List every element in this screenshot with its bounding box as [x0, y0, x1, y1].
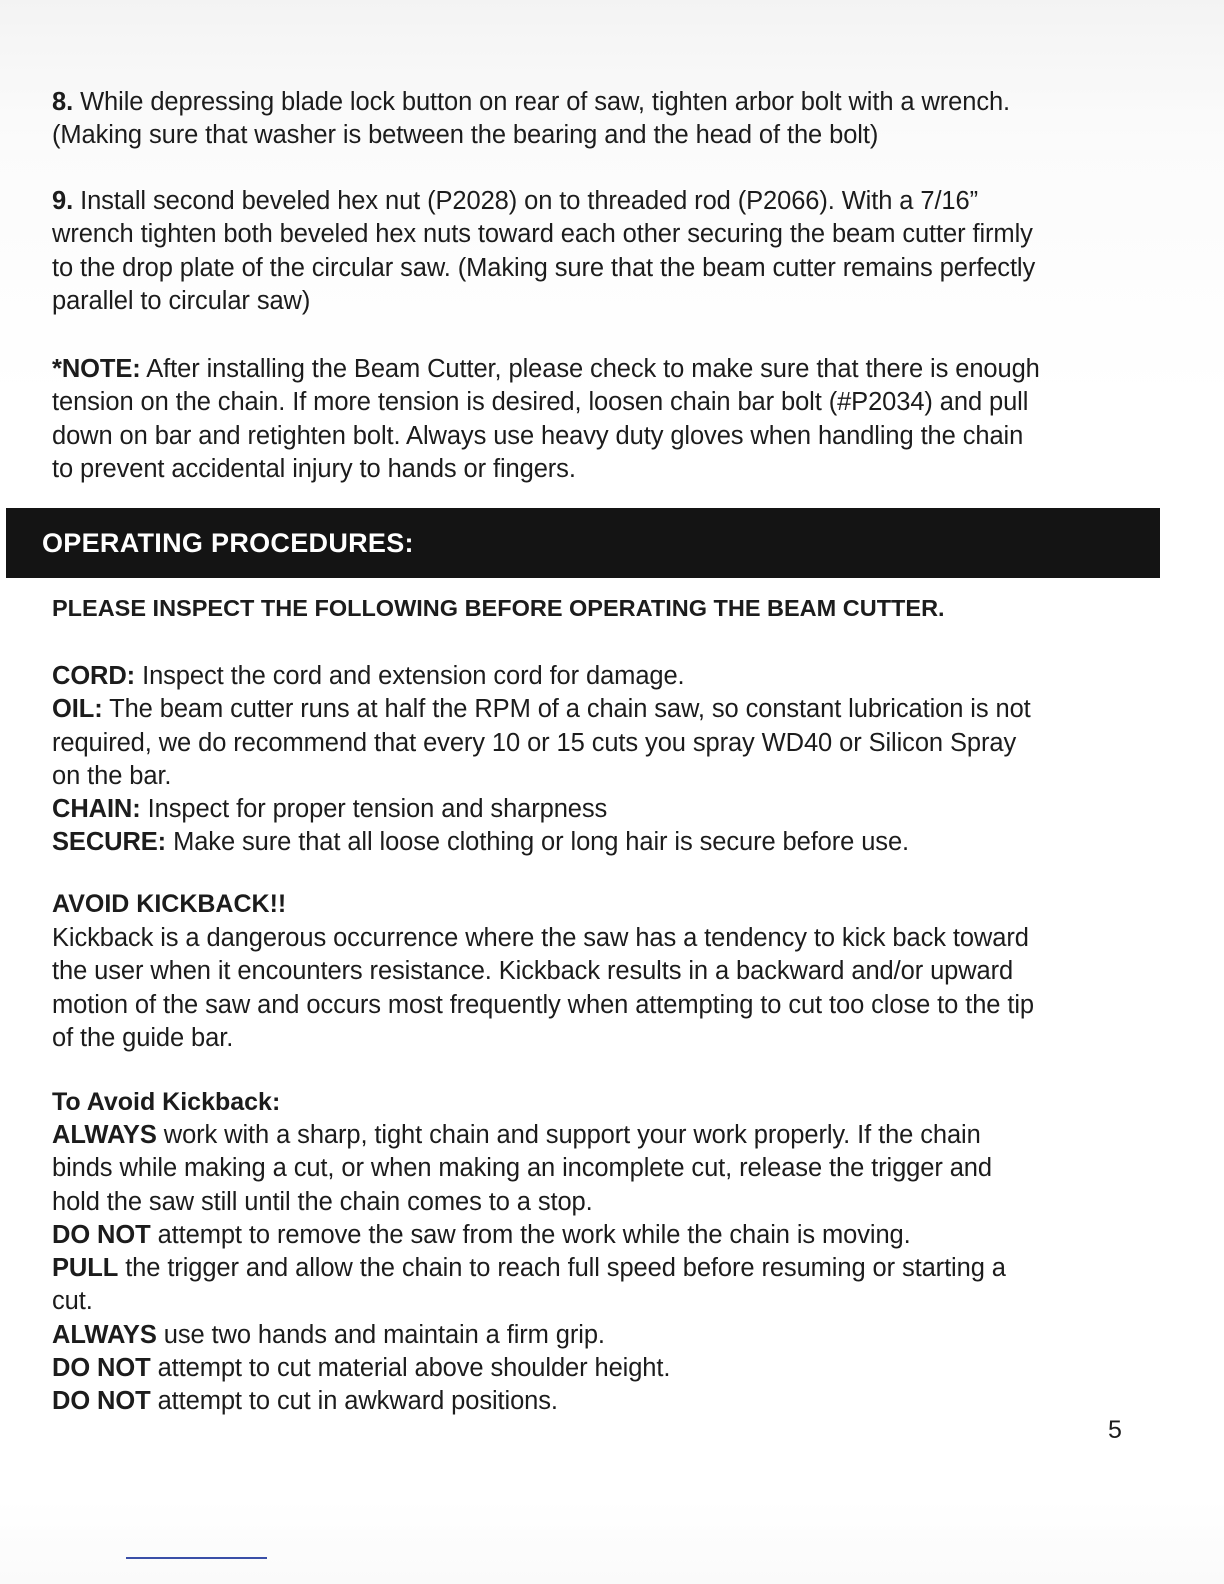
- step-8-number: 8.: [52, 88, 74, 116]
- step-9-line-1: 9. Install second beveled hex nut (P2028) on to threaded rod (P2066). With a 7/16”: [52, 187, 978, 215]
- step-8-line-1: 8. While depressing blade lock button on rear of saw, tighten arbor bolt with a wrench.: [52, 88, 1011, 116]
- inspect-heading: PLEASE INSPECT THE FOLLOWING BEFORE OPERATING THE BEAM CUTTER.: [52, 595, 945, 621]
- rule-5-label: DO NOT: [52, 1354, 151, 1383]
- rule-5: DO NOT attempt to cut material above shoulder height.: [52, 1354, 671, 1383]
- section-header-bar: [6, 508, 1160, 578]
- check-chain: CHAIN: Inspect for proper tension and sharpness: [52, 795, 608, 824]
- kickback-line-3: motion of the saw and occurs most frequently when attempting to cut too close to the tip: [52, 990, 1034, 1019]
- rule-4-label: ALWAYS: [52, 1320, 157, 1349]
- note-line-4: to prevent accidental injury to hands or fingers.: [52, 454, 576, 483]
- inspection-checklist: [52, 660, 1132, 860]
- rule-6: DO NOT attempt to cut in awkward positions.: [52, 1387, 558, 1416]
- step-8-line-2: (Making sure that washer is between the bearing and the head of the bolt): [52, 121, 879, 150]
- note-line-3: down on bar and retighten bolt. Always use heavy duty gloves when handling the chain: [52, 421, 1024, 450]
- check-secure-label: SECURE:: [52, 828, 167, 857]
- avoid-kickback-heading: To Avoid Kickback:: [52, 1088, 281, 1116]
- page-number: 5: [1108, 1416, 1122, 1444]
- rule-2-label: DO NOT: [52, 1220, 151, 1249]
- rule-6-label: DO NOT: [52, 1387, 151, 1416]
- check-oil-label: OIL:: [52, 695, 103, 724]
- step-9-number: 9.: [52, 187, 74, 215]
- step-8: [52, 86, 1132, 153]
- step-9: [52, 185, 1132, 318]
- check-cord-label: CORD:: [52, 662, 136, 690]
- rule-4: ALWAYS use two hands and maintain a firm grip.: [52, 1320, 605, 1349]
- rule-1-line-2: binds while making a cut, or when making an incomplete cut, release the trigger and: [52, 1154, 992, 1183]
- note-paragraph: [52, 353, 1132, 486]
- rule-3-line-1: PULL the trigger and allow the chain to reach full speed before resuming or starting a: [52, 1254, 1006, 1283]
- check-oil-line-2: required, we do recommend that every 10 or 15 cuts you spray WD40 or Silicon Spray: [52, 728, 1017, 757]
- rule-1-line-3: hold the saw still until the chain comes to a stop.: [52, 1187, 593, 1216]
- check-cord: CORD: Inspect the cord and extension cord for damage.: [52, 662, 685, 690]
- step-9-line-3: to the drop plate of the circular saw. (Making sure that the beam cutter remains perfectly: [52, 253, 1036, 282]
- note-label: *NOTE:: [52, 355, 141, 383]
- section-title: OPERATING PROCEDURES:: [42, 528, 414, 558]
- rule-3-line-2: cut.: [52, 1287, 93, 1316]
- check-oil-line-3: on the bar.: [52, 761, 172, 790]
- note-line-1: *NOTE: After installing the Beam Cutter, please check to make sure that there is enough: [52, 355, 1040, 383]
- kickback-line-4: of the guide bar.: [52, 1023, 234, 1052]
- rule-1-label: ALWAYS: [52, 1121, 157, 1149]
- check-chain-label: CHAIN:: [52, 795, 141, 824]
- kickback-line-2: the user when it encounters resistance. Kickback results in a backward and/or upward: [52, 957, 1014, 986]
- note-line-2: tension on the chain. If more tension is desired, loosen chain bar bolt (#P2034) and pull: [52, 388, 1029, 417]
- avoid-kickback-rules: [52, 1119, 1132, 1419]
- rule-3-label: PULL: [52, 1254, 119, 1283]
- check-secure: SECURE: Make sure that all loose clothing or long hair is secure before use.: [52, 828, 910, 857]
- rule-2: DO NOT attempt to remove the saw from the work while the chain is moving.: [52, 1220, 911, 1249]
- kickback-heading: AVOID KICKBACK!!: [52, 890, 287, 918]
- rule-1-line-1: ALWAYS work with a sharp, tight chain and support your work properly. If the chain: [52, 1121, 981, 1149]
- kickback-paragraph: [52, 922, 1132, 1055]
- kickback-line-1: Kickback is a dangerous occurrence where the saw has a tendency to kick back toward: [52, 924, 1029, 952]
- step-9-line-2: wrench tighten both beveled hex nuts toward each other securing the beam cutter firmly: [52, 220, 1033, 249]
- step-9-line-4: parallel to circular saw): [52, 286, 311, 315]
- scan-artifact-line: [126, 1557, 267, 1559]
- check-oil-line-1: OIL: The beam cutter runs at half the RPM of a chain saw, so constant lubrication is not: [52, 695, 1031, 724]
